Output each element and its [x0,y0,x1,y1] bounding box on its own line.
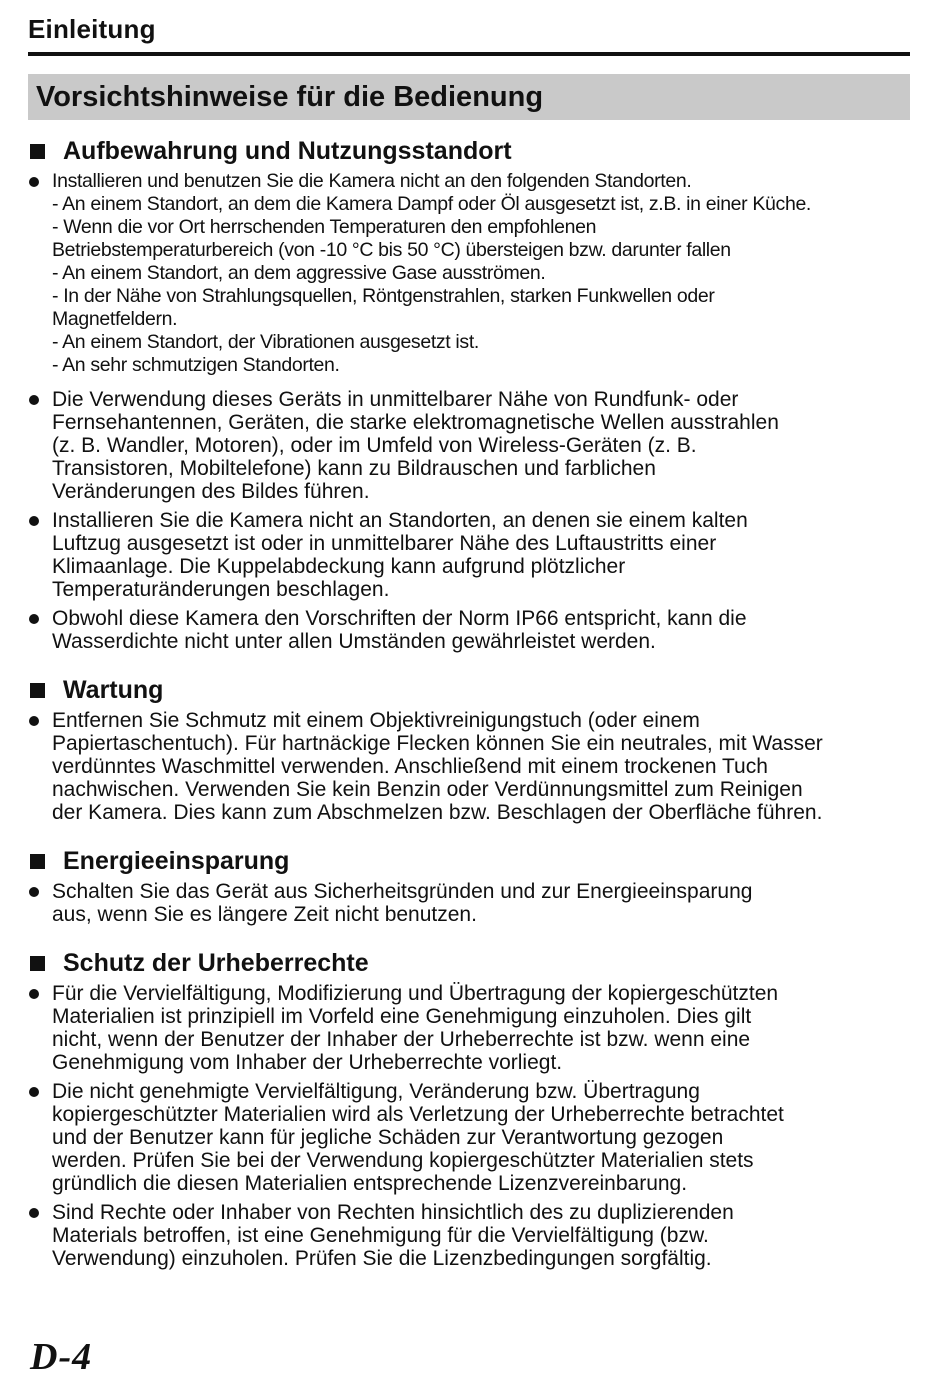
text-line: Installieren und benutzen Sie die Kamera nicht an den folgenden Standorten. [52,170,692,192]
list-item [28,509,918,601]
text-line: verdünntes Waschmittel verwenden. Anschließend mit einem trockenen Tuch [52,755,768,778]
section-copyright [28,948,918,1276]
bullet-icon [29,516,39,526]
page-number: D-4 [30,1336,93,1378]
text-line: - An einem Standort, der Vibrationen ausgesetzt ist. [52,331,479,353]
bullet-icon [29,1087,39,1097]
bullet-icon [29,887,39,897]
bullet-icon [29,395,39,405]
text-line: Sind Rechte oder Inhaber von Rechten hinsichtlich des zu duplizierenden [52,1201,734,1224]
bullet-icon [29,1208,39,1218]
section-storage-location [28,136,918,377]
section-heading [28,948,918,978]
text-line: Papiertaschentuch). Für hartnäckige Flecken können Sie ein neutrales, mit Wasser [52,732,823,755]
text-line: Transistoren, Mobiltelefone) kann zu Bildrauschen und farblichen [52,457,656,480]
list-item [28,1080,918,1195]
list-item [28,388,918,503]
text-line: Installieren Sie die Kamera nicht an Standorten, an denen sie einem kalten [52,509,748,532]
section-heading-text: Wartung [63,676,164,704]
text-line: - Wenn die vor Ort herrschenden Temperaturen den empfohlenen [52,216,597,238]
text-line: - An sehr schmutzigen Standorten. [52,354,340,376]
section-heading [28,675,918,705]
bullet-icon [29,989,39,999]
square-bullet-icon [30,683,45,698]
header-divider [28,52,910,56]
text-line: Für die Vervielfältigung, Modifizierung und Übertragung der kopiergeschützten [52,982,779,1005]
list-item [28,880,918,926]
text-line: aus, wenn Sie es längere Zeit nicht benutzen. [52,903,477,926]
text-line: Fernsehantennen, Geräten, die starke elektromagnetische Wellen ausstrahlen [52,411,779,434]
section-storage-location-continued [28,388,918,659]
square-bullet-icon [30,956,45,971]
text-line: - In der Nähe von Strahlungsquellen, Röntgenstrahlen, starken Funkwellen oder [52,285,715,307]
section-heading [28,136,918,166]
list-item [28,1201,918,1270]
text-line: - An einem Standort, an dem die Kamera Dampf oder Öl ausgesetzt ist, z.B. in einer Küche. [52,193,812,215]
text-line: Temperaturänderungen beschlagen. [52,578,390,601]
square-bullet-icon [30,854,45,869]
text-line: (z. B. Wandler, Motoren), oder im Umfeld von Wireless-Geräten (z. B. [52,434,697,457]
text-line: nicht, wenn der Benutzer der Inhaber der Urheberrechte ist bzw. wenn eine [52,1028,751,1051]
text-line: und der Benutzer kann für jegliche Schäden zur Verantwortung gezogen [52,1126,724,1149]
section-heading [28,846,918,876]
text-line: Materials betroffen, ist eine Genehmigung für die Vervielfältigung (bzw. [52,1224,709,1247]
text-line: Magnetfeldern. [52,308,178,330]
text-line: werden. Prüfen Sie bei der Verwendung kopiergeschützter Materialien stets [52,1149,754,1172]
section-heading-text: Energieeinsparung [63,847,290,875]
text-line: Entfernen Sie Schmutz mit einem Objektivreinigungstuch (oder einem [52,709,700,732]
bullet-icon [29,614,39,624]
square-bullet-icon [30,144,45,159]
text-line: Betriebstemperaturbereich (von -10 °C bis 50 °C) übersteigen bzw. darunter fallen [52,239,731,261]
text-line: Genehmigung vom Inhaber der Urheberrechte vorliegt. [52,1051,563,1074]
text-line: Obwohl diese Kamera den Vorschriften der Norm IP66 entspricht, kann die [52,607,747,630]
text-line: gründlich die diesen Materialien entsprechende Lizenzvereinbarung. [52,1172,688,1195]
list-item [28,982,918,1074]
text-line: - An einem Standort, an dem aggressive Gase ausströmen. [52,262,546,284]
list-item [28,607,918,653]
text-line: Klimaanlage. Die Kuppelabdeckung kann aufgrund plötzlicher [52,555,626,578]
text-line: Luftzug ausgesetzt ist oder in unmittelbarer Nähe des Luftaustritts einer [52,532,717,555]
section-heading-text: Schutz der Urheberrechte [63,949,369,977]
text-line: Veränderungen des Bildes führen. [52,480,370,503]
bullet-icon [29,177,39,187]
section-maintenance [28,675,918,830]
text-line: Die Verwendung dieses Geräts in unmittelbarer Nähe von Rundfunk- oder [52,388,739,411]
text-line: Wasserdichte nicht unter allen Umständen gewährleistet werden. [52,630,656,653]
text-line: nachwischen. Verwenden Sie kein Benzin oder Verdünnungsmittel zum Reinigen [52,778,803,801]
section-heading-text: Aufbewahrung und Nutzungsstandort [63,137,512,165]
bullet-icon [29,716,39,726]
list-item [28,709,918,824]
list-item [28,170,918,377]
text-line: kopiergeschützter Materialien wird als Verletzung der Urheberrechte betrachtet [52,1103,784,1126]
text-line: Verwendung) einzuholen. Prüfen Sie die Lizenzbedingungen sorgfältig. [52,1247,712,1270]
text-line: Schalten Sie das Gerät aus Sicherheitsgründen und zur Energieeinsparung [52,880,753,903]
text-line: Die nicht genehmigte Vervielfältigung, Veränderung bzw. Übertragung [52,1080,700,1103]
text-line: der Kamera. Dies kann zum Abschmelzen bzw. Beschlagen der Oberfläche führen. [52,801,823,824]
page-title: Vorsichtshinweise für die Bedienung [28,74,910,120]
running-head: Einleitung [28,14,156,44]
text-line: Materialien ist prinzipiell im Vorfeld eine Genehmigung einzuholen. Dies gilt [52,1005,752,1028]
section-energy-saving [28,846,918,932]
